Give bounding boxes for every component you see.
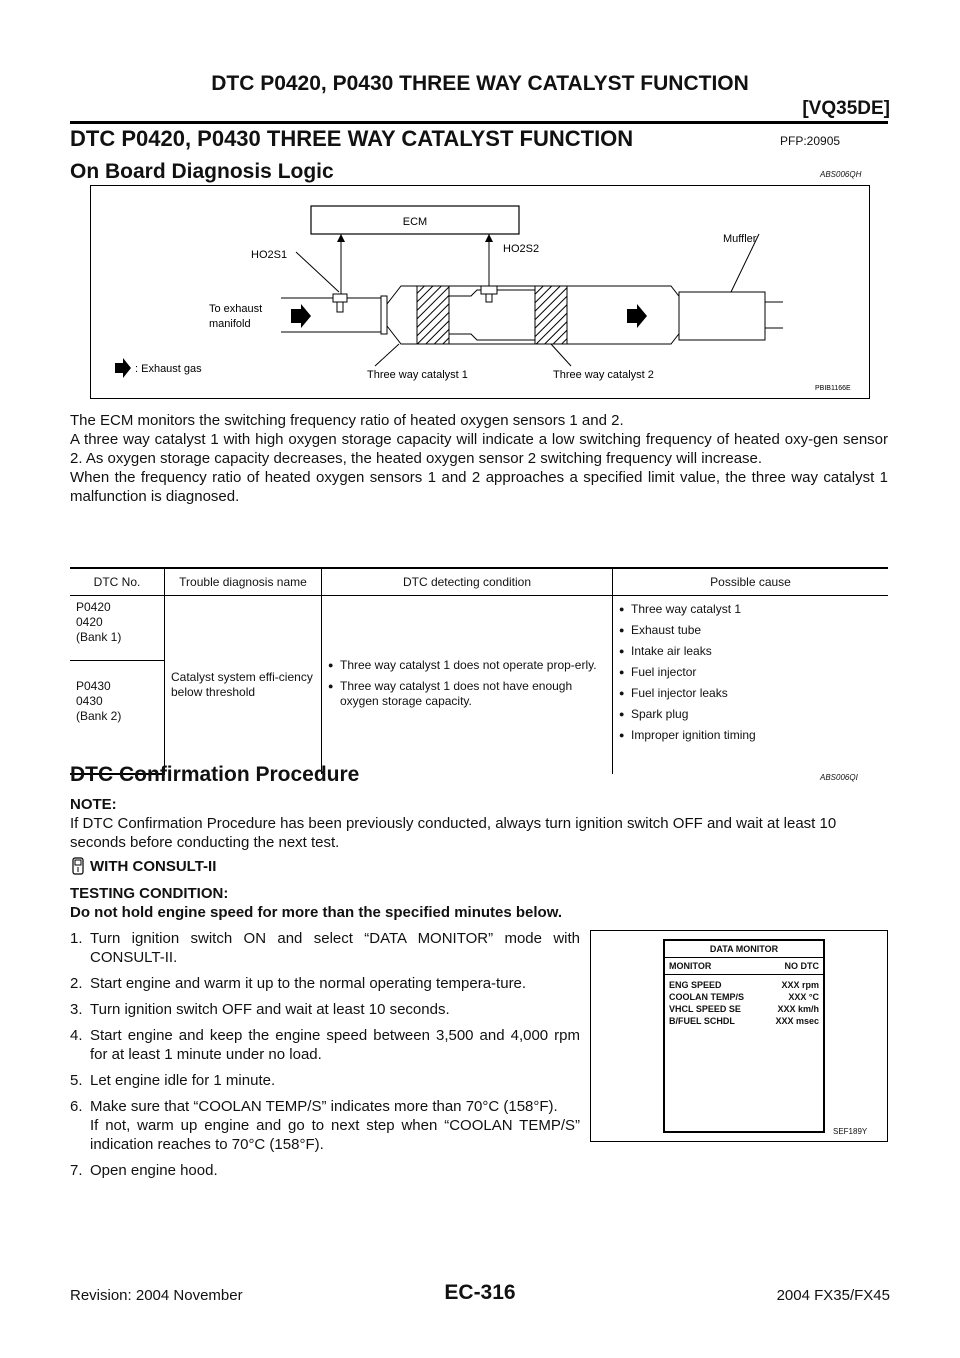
table-row [70, 596, 888, 661]
monitor-header: MONITOR NO DTC [665, 958, 823, 975]
running-header-title: DTC P0420, P0430 THREE WAY CATALYST FUNCTION [211, 72, 749, 95]
paragraph: A three way catalyst 1 with high oxygen storage capacity will indicate a low switching frequency of heated oxy-gen sensor 2. As oxygen storage capacity decreases, the heated oxygen sensor 2 switching frequency will increase. [70, 431, 888, 467]
pfp-code: PFP:20905 [780, 134, 841, 148]
dtc-cell-p0430: P0430 0430 (Bank 2) [70, 661, 165, 775]
col-header: Possible cause [613, 568, 889, 596]
exhaust-arrow-icon [115, 358, 131, 378]
monitor-screen [663, 939, 825, 1133]
page-number: EC-316 [444, 1281, 516, 1304]
confirm-ref-code: ABS006QI [820, 773, 858, 782]
dtc-cell-p0420: P0420 0420 (Bank 1) [70, 596, 165, 661]
note-text: If DTC Confirmation Procedure has been previously conducted, always turn ignition switch OFF and wait at least 10 seconds before conducting the next test. [70, 815, 837, 851]
figure-code: SEF189Y [833, 1127, 868, 1136]
ho2s1-label: HO2S1 [251, 249, 288, 261]
monitor-row: COOLAN TEMP/S XXX °C [669, 992, 819, 1002]
obd-ref-code: ABS006QH [820, 170, 862, 179]
testing-condition: TESTING CONDITION: Do not hold engine speed for more than the specified minutes below. [70, 885, 562, 921]
cause-item: ● Improper ignition timing [619, 728, 882, 743]
confirm-heading: DTC Confirmation Procedure [70, 763, 360, 786]
note-label: NOTE: [70, 796, 117, 813]
note-block [70, 795, 888, 852]
condition-item: ● Three way catalyst 1 does not operate prop-erly. [328, 658, 606, 673]
paragraph: The ECM monitors the switching frequency ratio of heated oxygen sensors 1 and 2. [70, 412, 624, 429]
col-header: DTC No. [70, 568, 165, 596]
footer-revision: Revision: 2004 November [70, 1287, 243, 1304]
manifold-label: manifold [209, 318, 251, 330]
running-header-engine: [VQ35DE] [802, 98, 890, 119]
monitor-row: B/FUEL SCHDL XXX msec [669, 1016, 819, 1026]
muffler-box [679, 292, 765, 340]
monitor-title: DATA MONITOR [665, 941, 823, 958]
consult-label: WITH CONSULT-II [70, 857, 216, 875]
section-title: DTC P0420, P0430 THREE WAY CATALYST FUNCTION [70, 126, 634, 151]
figure-code: PBIB1166E [815, 385, 851, 392]
catalyst-diagram [90, 185, 870, 399]
exhaust-gas-label: : Exhaust gas [135, 363, 202, 375]
step-item: 6. Make sure that “COOLAN TEMP/S” indicates more than 70°C (158°F). If not, warm up engine and go to next step when “COOLAN TEMP/S” indication reaches to 70°C (158°F). [70, 1098, 580, 1153]
step-item: 3. Turn ignition switch OFF and wait at least 10 seconds. [70, 1001, 450, 1018]
catalyst-1-block [417, 286, 449, 344]
cause-cell [613, 596, 889, 775]
procedure-steps [70, 929, 580, 1187]
footer-model: 2004 FX35/FX45 [776, 1287, 890, 1304]
obd-description [70, 411, 888, 506]
catalyst-2-block [535, 286, 567, 344]
header-rule [70, 121, 888, 124]
col-header: DTC detecting condition [322, 568, 613, 596]
condition-cell [322, 596, 613, 775]
to-exhaust-label: To exhaust [209, 303, 263, 315]
step-item: 1. Turn ignition switch ON and select “DATA MONITOR” mode with CONSULT-II. [70, 930, 580, 966]
consult-tool-icon [70, 857, 86, 875]
catalyst-1-label: Three way catalyst 1 [367, 369, 468, 381]
step-item: 2. Start engine and warm it up to the normal operating tempera-ture. [70, 975, 527, 992]
cause-item: ● Three way catalyst 1 [619, 602, 882, 617]
cause-item: ● Intake air leaks [619, 644, 882, 659]
col-header: Trouble diagnosis name [165, 568, 322, 596]
step-item: 5. Let engine idle for 1 minute. [70, 1072, 276, 1089]
monitor-row: VHCL SPEED SE XXX km/h [669, 1004, 819, 1014]
cause-item: ● Fuel injector leaks [619, 686, 882, 701]
obd-heading: On Board Diagnosis Logic [70, 160, 334, 183]
ho2s2-label: HO2S2 [503, 243, 540, 255]
ecm-label: ECM [402, 216, 428, 228]
cause-item: ● Spark plug [619, 707, 882, 722]
exhaust-arrow-icon [291, 304, 311, 328]
cause-item: ● Fuel injector [619, 665, 882, 680]
diag-name-cell: Catalyst system effi-ciency below threshold [165, 596, 322, 775]
condition-item: ● Three way catalyst 1 does not have enough oxygen storage capacity. [328, 679, 606, 709]
dtc-table [70, 567, 888, 775]
step-item: 4. Start engine and keep the engine speed between 3,500 and 4,000 rpm for at least 1 minute under no load. [70, 1027, 580, 1063]
monitor-row: ENG SPEED XXX rpm [669, 980, 819, 990]
paragraph: When the frequency ratio of heated oxygen sensors 1 and 2 approaches a specified limit value, the three way catalyst 1 malfunction is diagnosed. [70, 469, 888, 505]
muffler-label: Muffler [723, 233, 757, 245]
cause-item: ● Exhaust tube [619, 623, 882, 638]
data-monitor-figure [590, 930, 888, 1142]
catalyst-2-label: Three way catalyst 2 [553, 369, 654, 381]
step-item: 7. Open engine hood. [70, 1162, 218, 1179]
